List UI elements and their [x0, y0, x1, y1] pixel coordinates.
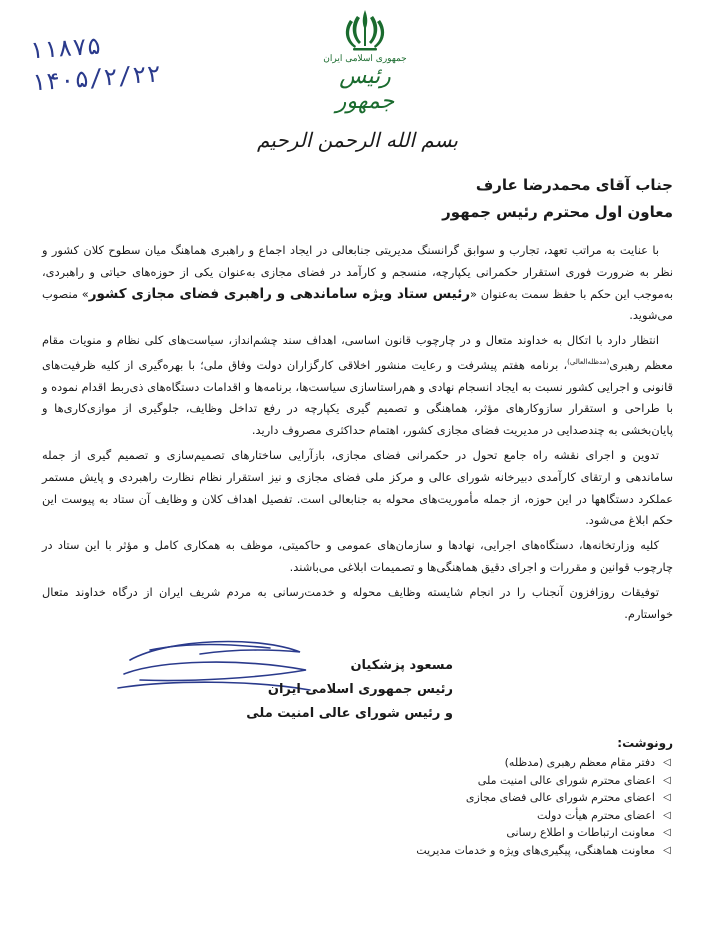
body-p1-text-a: با عنایت به مراتب تعهد، تجارب و سوابق گرانسنگ مدیریتی جنابعالی در ایجاد اجماع و راهبری هماهنگ میان سطوح کلان کشور و نظر به ضرورت فوری استقرار حکمرانی یکپارچه، منسجم و کارآمد در فضای مجازی به‌عنوان یکی از حوزه‌های حیاتی و راهبردی، به‌موجب این حکم با حفظ سمت به‌عنوان « — [42, 243, 674, 301]
cc-list — [313, 736, 673, 859]
honorific-superscript: (مدظله‌العالی) — [567, 357, 610, 366]
cc-item-label: اعضای محترم شورای عالی فضای مجازی — [465, 791, 655, 804]
reference-number: ۱۱۸۷۵ — [28, 31, 103, 65]
cc-item-label: دفتر مقام معظم رهبری (مدظله) — [504, 756, 655, 769]
reference-block — [28, 26, 162, 99]
signatory-name: مسعود پزشکیان — [350, 658, 453, 673]
cc-item-label: اعضای محترم شورای عالی امنیت ملی — [477, 773, 655, 787]
cc-item-label: اعضای محترم هیأت دولت — [537, 808, 655, 822]
body-paragraph-4: کلیه وزارتخانه‌ها، دستگاه‌های اجرایی، نهادها و سازمان‌های عمومی و حاکمیتی، موظف به همکاری کامل و مؤثر با این ستاد در چارچوب قوانین و مقررات و اجرای دقیق هماهنگی‌ها و تصمیمات ابلاغی می‌باشند. — [42, 538, 673, 574]
appointment-title: رئیس ستاد ویژه ساماندهی و راهبری فضای مجازی کشور — [88, 285, 471, 302]
body-p2-text-a: انتظار دارد با اتکال به خداوند متعال و در چارچوب قانون اساسی، اهداف سند چشم‌انداز، سیاست‌های کلی نظام و منویات مقام معظم رهبری — [42, 333, 673, 372]
signatory-title-2: و رئیس شورای عالی امنیت ملی — [246, 706, 453, 721]
cc-item — [313, 772, 673, 790]
cc-title: رونوشت: — [617, 736, 673, 750]
body-paragraph-5: توفیقات روزافزون آنجناب را در انجام شایسته وظایف محوله و خدمت‌رسانی به مردم شریف ایران از درگاه خداوند متعال خواستارم. — [42, 584, 673, 621]
iran-emblem-icon — [339, 8, 391, 52]
body-paragraph-1 — [42, 240, 673, 327]
cc-item-label: معاونت ارتباطات و اطلاع رسانی — [506, 826, 655, 839]
arrow-left-icon: ◁ — [663, 809, 671, 821]
addressee-title: معاون اول محترم رئیس جمهور — [442, 203, 673, 221]
addressee-block — [273, 172, 673, 226]
signatory-title-1: رئیس جمهوری اسلامی ایران — [267, 682, 453, 697]
cc-item — [313, 807, 673, 825]
signature-block — [213, 654, 453, 726]
bismillah-heading: بسم الله الرحمن الرحیم — [256, 128, 458, 152]
body-p2-text-b: ، برنامه هفتم پیشرفت و رعایت منشور اخلاقی کارگزاران دولت وفاق ملی؛ با بهره‌گیری از کلیه ظرفیت‌های قانونی و اجرایی کشور نسبت به ایجاد انسجام نهادی و هم‌راستاسازی سیاست‌ها، برنامه‌ها و اقدامات دستگاه‌های ذی‌ربط اقدام نموده و با طراحی و استقرار سازوکارهای مؤثر، هماهنگی و تصمیم گیری یکپارچه در رفع تداخل وظایف، جلوگیری از موازی‌کاری‌ها و پایان‌بخشی به چندصدایی در مدیریت فضای مجازی کشور، اهتمام حداکثری مصروف دارید. — [42, 357, 673, 438]
cc-item — [313, 754, 673, 772]
cc-item-label: معاونت هماهنگی، پیگیری‌های ویژه و خدمات مدیریت — [416, 843, 655, 857]
arrow-left-icon: ◁ — [663, 757, 671, 768]
body-paragraph-3: تدوین و اجرای نقشه راه جامع تحول در حکمرانی فضای مجازی، بازآرایی ساختارهای تصمیم‌سازی و تصمیم گیری از جمله ساماندهی و ارتقای کارآمدی دبیرخانه شورای عالی و مرکز ملی فضای مجازی و نیز استقرار نظام نظارت راهبردی و پایش مستمر عملکرد دستگاهها در این حوزه، از جمله مأموریت‌های محوله به جنابعالی است. تفصیل اهداف کلان و وظایف آن ستاد به پیوست این حکم ابلاغ می‌شود. — [42, 447, 673, 528]
republic-label: جمهوری اسلامی ایران — [323, 54, 407, 64]
cc-item — [313, 842, 673, 860]
cc-item — [313, 789, 673, 807]
cc-item — [313, 824, 673, 842]
arrow-left-icon: ◁ — [663, 774, 671, 786]
president-logotype: رئیس جمهور — [335, 64, 395, 114]
arrow-left-icon: ◁ — [663, 792, 671, 803]
body-paragraph-2 — [42, 330, 673, 442]
addressee-name: جناب آقای محمدرضا عارف — [475, 176, 673, 194]
letter-body — [42, 240, 673, 628]
letterhead — [320, 8, 410, 114]
arrow-left-icon: ◁ — [663, 827, 671, 838]
arrow-left-icon: ◁ — [663, 844, 671, 856]
reference-date: ۱۴۰۵/۲/۲۲ — [30, 59, 162, 97]
body-p1-text-b: » منصوب می‌شوید. — [42, 286, 673, 323]
